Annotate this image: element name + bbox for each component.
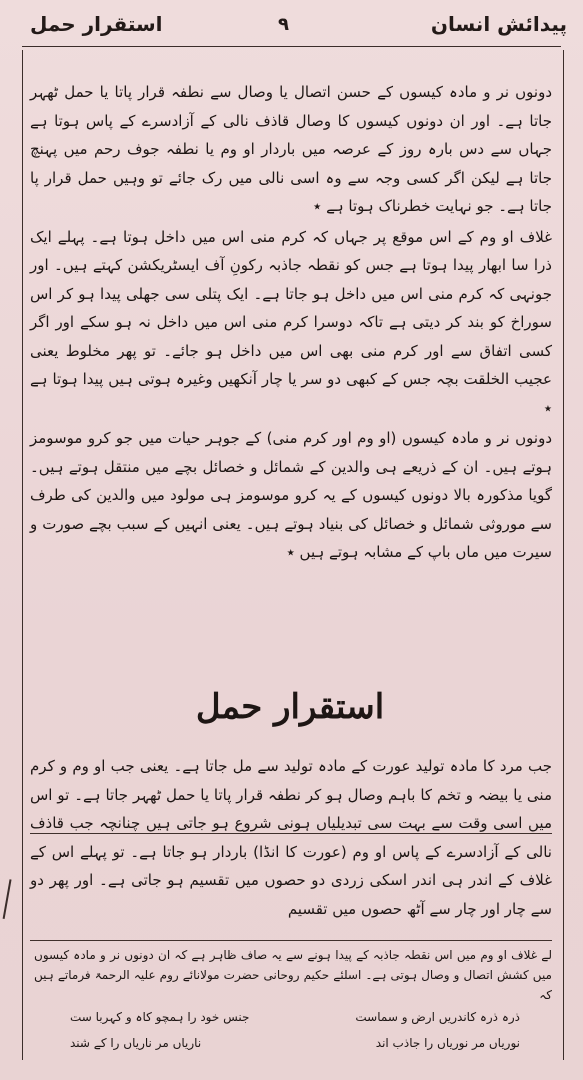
page-number: ۹: [278, 14, 289, 35]
verse-hemistich: جنس خود را ہمچو کاہ و کہربا ست: [70, 1010, 250, 1024]
margin-mark: [3, 879, 22, 920]
footnote-rule: [30, 940, 552, 941]
verse-hemistich: ناریاں مر ناریاں را کے شند: [70, 1036, 202, 1050]
verse-hemistich: ذرہ ذرہ کاندریں ارض و سماست: [355, 1010, 520, 1024]
paragraph: دونوں نر و مادہ کیسوں کے حسن اتصال یا وصال سے نطفہ قرار پاتا یا حمل ٹھہر جاتا ہے۔ اور ان دونوں کیسوں کا وصال قاذف نالی کے آزادسرے کے پاس ہوتا ہے جہاں سے دس بارہ روز کے عرصہ میں باردار او وم یا نطفہ جوف رحم میں پہنچ جاتا ہے لیکن اگر کسی وجہ سے وہ اسی نالی میں رک جائے تو وہیں حمل قرار پا جاتا ہے۔ جو نہایت خطرناک ہوتا ہے ٭: [30, 83, 552, 215]
paragraph: دونوں نر و مادہ کیسوں (او وم اور کرم منی) کے جوہر حیات میں جو کرو موسومز ہوتے ہیں۔ ان کے ذریعے ہی والدین کے شمائل و خصائل بچے میں منتقل ہوتے ہیں۔ گویا مذکورہ بالا دونوں کیسوں کے یہ کرو موسومز ہی مولود میں والدین کی طرف سے موروثی شمائل و خصائل کی بنیاد ہوتے ہیں۔ یعنی انہیں کے سبب بچے صورت و سیرت میں ماں باپ کے مشابہ ہوتے ہیں ٭: [30, 429, 552, 561]
section-text: [30, 752, 552, 925]
paragraph: غلاف او وم کے اس موقع پر جہاں کہ کرم منی اس میں داخل ہوتا ہے۔ پہلے ایک ذرا سا ابھار پیدا ہوتا ہے جس کو نقطہ جاذبہ رکونِ آف ایسٹریکشن کہتے ہیں۔ اور جونہی کہ کرم منی اس میں داخل ہو جاتا ہے۔ ایک پتلی سی جھلی پیدا ہو کر اس سوراخ کو بند کر دیتی ہے تاکہ دوسرا کرم منی اس میں داخل نہ ہو سکے اور اگر کسی اتفاق سے اور کرم منی بھی اس میں داخل ہو جائے۔ تو پھر مخلوط یعنی عجیب الخلقت بچہ جس کے کبھی دو سر یا چار آنکھیں وغیرہ ہوتی ہیں پیدا ہوتا ہے ٭: [30, 227, 552, 417]
main-text: [30, 78, 552, 569]
verse-hemistich: نوریاں مر نوریاں را جاذب اند: [375, 1036, 520, 1050]
chapter-title: پیدائش انسان: [430, 12, 567, 36]
verse-line: [70, 1036, 520, 1050]
verse-line: [70, 1010, 520, 1024]
paragraph: جب مرد کا مادہ تولید عورت کے مادہ تولید سے مل جاتا ہے۔ یعنی جب او وم و کرم منی یا بیضہ و تخم کا باہم وصال ہو کر نطفہ قرار پاتا یا حمل ٹھہر جاتا ہے۔ تو اس میں اسی وقت سے بہت سی تبدیلیاں ہونی شروع ہو جاتی ہیں چنانچہ جب قاذف نالی کے آزادسرے کے پاس او وم (عورت کا انڈا) باردار ہو جاتا ہے۔ تو پہلے اس کے غلاف کے اندر ہی اندر اسکی زردی دو حصوں میں تقسیم ہو جاتی ہے۔ اور پھر دو سے چار اور چار سے آٹھ حصوں میں تقسیم: [30, 757, 552, 918]
footnote-text: لے غلاف او وم میں اس نقطہ جاذبہ کے پیدا ہونے سے یہ صاف ظاہر ہے کہ ان دونوں نر و مادہ کیسوں میں کشش اتصال و وصال ہوتی ہے۔ اسلئے حکیم روحانی حضرت مولانائے روم علیہ الرحمۃ فرماتے ہیں کہ: [34, 948, 552, 1002]
footnote: [34, 945, 552, 1005]
running-section-title: استقرار حمل: [30, 12, 163, 36]
header-rule: [22, 46, 561, 47]
section-heading: استقرار حمل: [195, 687, 385, 727]
page-header: [8, 8, 575, 46]
underline-mark: [30, 833, 552, 834]
